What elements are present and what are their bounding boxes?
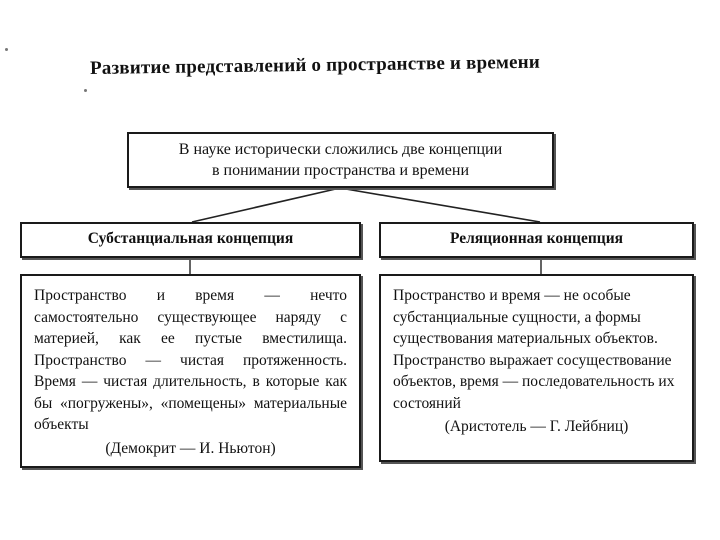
relational-concept-description	[379, 274, 694, 462]
connector-top-to-left	[192, 188, 340, 222]
substantial-concept-description	[20, 274, 361, 468]
relational-description-text: Пространство и время — не особые субстанциальные сущности, а формы существования материальных объектов. Пространство выражает сосуществование объектов, время — последовательность их состояний	[393, 287, 675, 412]
substantial-concept-heading: Субстанциальная концепция	[20, 222, 361, 258]
intro-box	[127, 132, 554, 188]
page-title: Развитие представлений о пространстве и времени	[89, 51, 541, 79]
connector-top-to-right	[340, 188, 540, 222]
substantial-authors: (Демокрит — И. Ньютон)	[105, 439, 276, 457]
relational-concept-heading: Реляционная концепция	[379, 222, 694, 258]
intro-line-2: в понимании пространства и времени	[211, 162, 470, 179]
intro-line-1: В науке исторически сложились две концепции	[178, 141, 503, 158]
relational-authors: (Аристотель — Г. Лейбниц)	[444, 418, 629, 435]
substantial-description-text: Пространство и время — нечто самостоятельно существующее наряду с материей, как ее пустые вместилища. Пространство — чистая протяженность. Время — чистая длительность, в которые как бы «погружены», «помещены» материальные объекты	[34, 287, 347, 433]
